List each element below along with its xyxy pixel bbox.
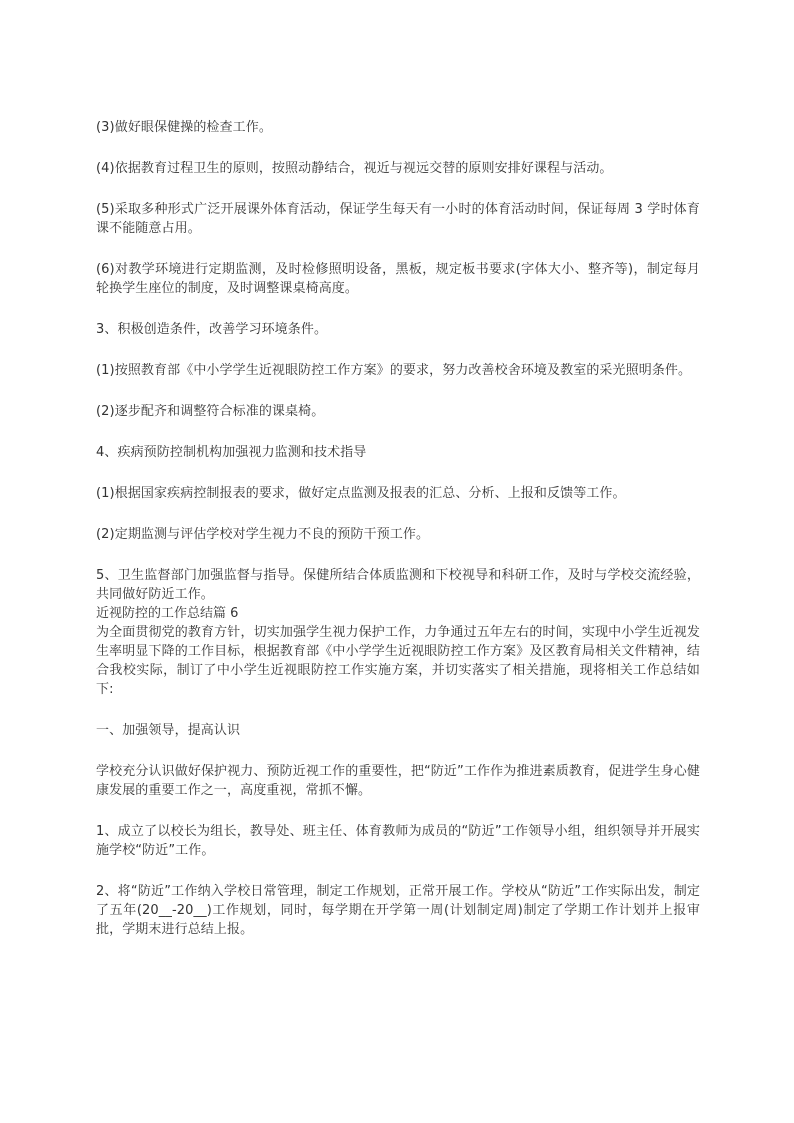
paragraph-awareness: 学校充分认识做好保护视力、预防近视工作的重要性，把“防近”工作作为推进素质教育，促进学生身心健康发展的重要工作之一，高度重视，常抓不懈。 <box>96 764 700 798</box>
paragraph-evaluation: (2)定期监测与评估学校对学生视力不良的预防干预工作。 <box>96 527 430 542</box>
intro-paragraph: 为全面贯彻党的教育方针，切实加强学生视力保护工作，力争通过五年左右的时间，实现中小学生近视发生率明显下降的工作目标，根据教育部《中小学学生近视眼防控工作方案》及区教育局相关文件精神，结合我校实际，制订了中小学生近视眼防控工作实施方案，并切实落实了相关措施，现将相关工作总结如下: <box>96 625 700 697</box>
paragraph-leadership-heading: 一、加强领导，提高认识 <box>96 723 241 738</box>
paragraph-course-arrangement: (4)依据教育过程卫生的原则，按照动静结合，视近与视远交替的原则安排好课程与活动。 <box>96 161 613 176</box>
paragraph-sports-activities: (5)采取多种形式广泛开展课外体育活动，保证学生每天有一小时的体育活动时间，保证每周 3 学时体育课不能随意占用。 <box>96 202 700 236</box>
paragraph-environment-monitoring: (6)对教学环境进行定期监测，及时检修照明设备，黑板，规定板书要求(字体大小、整齐等)，制定每月轮换学生座位的制度，及时调整课桌椅高度。 <box>96 262 700 296</box>
paragraph-lighting-improvement: (1)按照教育部《中小学学生近视眼防控工作方案》的要求，努力改善校舍环境及教室的采光照明条件。 <box>96 363 692 378</box>
paragraph-leading-group: 1、成立了以校长为组长，教导处、班主任、体育教师为成员的“防近”工作领导小组，组织领导并开展实施学校“防近”工作。 <box>96 824 700 858</box>
paragraph-eye-exercise-check: (3)做好眼保健操的检查工作。 <box>96 120 272 135</box>
paragraph-desks-chairs: (2)逐步配齐和调整符合标准的课桌椅。 <box>96 404 325 419</box>
document-page <box>96 118 700 939</box>
paragraph-heading-3: 3、积极创造条件，改善学习环境条件。 <box>96 322 328 337</box>
paragraph-heading-4: 4、疾病预防控制机构加强视力监测和技术指导 <box>96 445 367 460</box>
paragraph-daily-management: 2、将“防近”工作纳入学校日常管理，制定工作规划，正常开展工作。学校从“防近”工作实际出发，制定了五年(20__-20__)工作规划，同时，每学期在开学第一周(计划制定周)制定了学期工作计划并上报审批，学期末进行总结上报。 <box>96 884 700 937</box>
section-title: 近视防控的工作总结篇 6 <box>96 606 239 621</box>
paragraph-heading-5: 5、卫生监督部门加强监督与指导。保健所结合体质监测和下校视导和科研工作，及时与学校交流经验，共同做好防近工作。 <box>96 568 700 602</box>
paragraph-report-monitoring: (1)根据国家疾病控制报表的要求，做好定点监测及报表的汇总、分析、上报和反馈等工作。 <box>96 486 626 501</box>
